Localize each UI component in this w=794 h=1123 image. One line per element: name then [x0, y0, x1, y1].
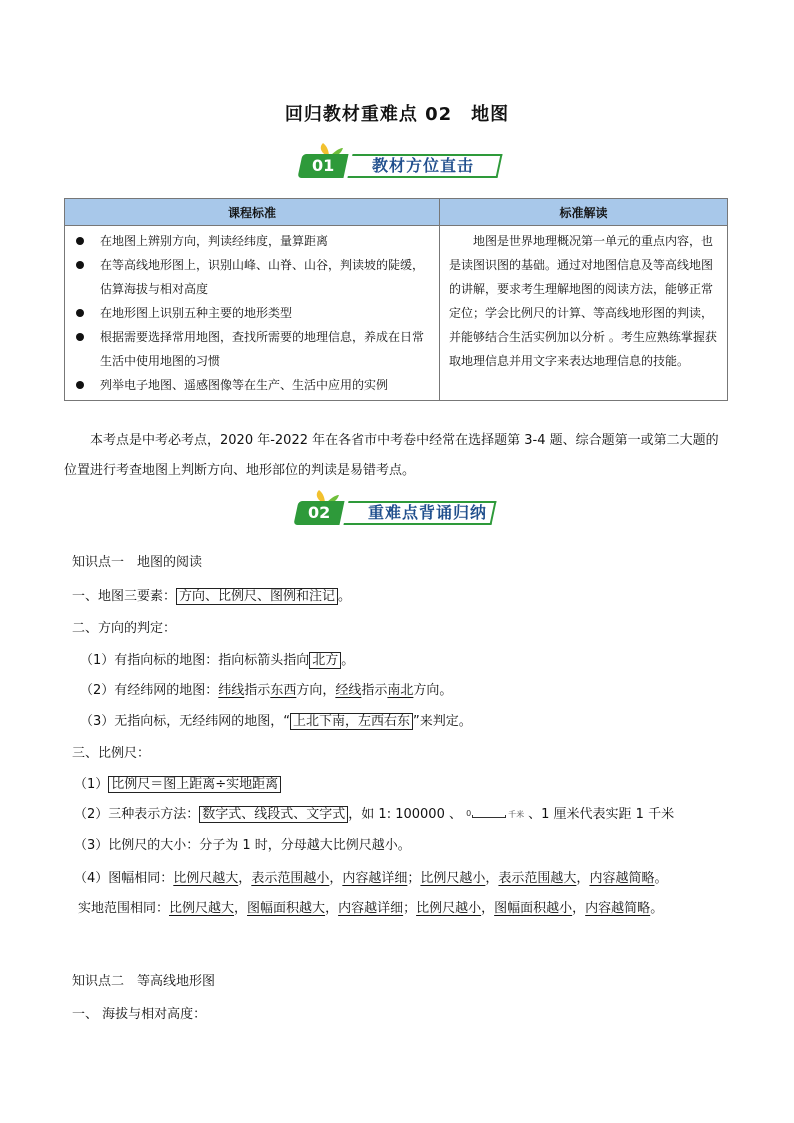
bullet-icon [76, 333, 84, 341]
table-header-interpretation: 标准解读 [440, 199, 728, 226]
direction-rule-2: （2）有经纬网的地图：纬线指示东西方向，经线指示南北方向。 [80, 683, 453, 698]
section-label: 重难点背诵归纳 [368, 503, 488, 522]
scale-rule-4: （4）图幅相同：比例尺越大，表示范围越小，内容越详细；比例尺越小，表示范围越大，内容越简略。 [74, 871, 668, 886]
kp2-heading: 知识点二 等高线地形图 [72, 974, 216, 989]
table-header-standards: 课程标准 [65, 199, 440, 226]
scale-rule-1: （1） 比例尺＝图上距离÷实地距离 [74, 775, 281, 795]
list-item: 列举电子地图、遥感图像等在生产、生活中应用的实例 [74, 373, 432, 397]
scale-rule-5: 实地范围相同：比例尺越大，图幅面积越大，内容越详细；比例尺越小，图幅面积越小，内容越简略。 [78, 901, 664, 916]
section-number-badge: 01 [297, 154, 348, 178]
map-elements-line: 一、地图三要素： 方向、比例尺、图例和注记 。 [72, 589, 352, 604]
section-banner-1 [300, 146, 510, 180]
bullet-icon [76, 381, 84, 389]
bullet-icon [76, 237, 84, 245]
direction-rule-3: （3）无指向标，无经纬网的地图，“ 上北下南，左西右东 ”来判定。 [80, 714, 472, 729]
list-item: 根据需要选择常用地图，查找所需要的地理信息，养成在日常生活中使用地图的习惯 [74, 325, 432, 373]
north-answer: 北方 [309, 652, 341, 669]
list-item: 在等高线地形图上，识别山峰、山脊、山谷，判读坡的陡缓，估算海拔与相对高度 [74, 253, 432, 301]
scale-formula-answer: 比例尺＝图上距离÷实地距离 [108, 776, 281, 793]
map-elements-answer: 方向、比例尺、图例和注记 [176, 588, 338, 605]
section-number-badge: 02 [293, 501, 344, 525]
curriculum-standards-table [64, 198, 728, 401]
standards-cell [65, 226, 440, 401]
bullet-icon [76, 309, 84, 317]
intro-paragraph: 本考点是中考必考点，2020 年-2022 年在各省市中考卷中经常在选择题第 3-4 题、综合题第一或第二大题的位置进行考查地图上判断方向、地形部位的判读是易错考点。 [64, 433, 719, 478]
section-banner-2 [296, 493, 516, 527]
section-label: 教材方位直击 [372, 156, 475, 175]
document-title: 回归教材重难点 02 地图 [284, 104, 510, 125]
direction-rule-1: （1）有指向标的地图：指向标箭头指向 北方 。 [80, 653, 355, 668]
direction-mnemonic-answer: 上北下南，左西右东 [290, 713, 413, 730]
scale-rule-2: （2）三种表示方法： 数字式、线段式、文字式 ，如 1: 100000 、 0 千米 、1 厘米代表实距 1 千米 [74, 807, 675, 822]
standards-list [66, 227, 438, 399]
list-item: 在地形图上识别五种主要的地形类型 [74, 301, 432, 325]
line-scale-icon: 0 千米 [466, 808, 525, 819]
direction-heading: 二、方向的判定： [72, 621, 177, 636]
list-item: 在地图上辨别方向，判读经纬度，量算距离 [74, 229, 432, 253]
kp2-item-1: 一、 海拔与相对高度： [72, 1007, 207, 1022]
bullet-icon [76, 261, 84, 269]
scale-rule-3: （3）比例尺的大小：分子为 1 时，分母越大比例尺越小。 [74, 838, 411, 853]
interpretation-cell [440, 226, 728, 401]
interpretation-text: 地图是世界地理概况第一单元的重点内容，也是读图识图的基础。通过对地图信息及等高线地图的讲解，要求考生理解地图的阅读方法，能够正常定位；学会比例尺的计算、等高线地形图的判读，并能够结合生活实例加以分析 。考生应熟练掌握获取地理信息并用文字来表达地理信息的技能。 [449, 234, 717, 368]
kp1-heading: 知识点一 地图的阅读 [72, 555, 203, 570]
scale-heading: 三、比例尺： [72, 746, 151, 761]
scale-forms-answer: 数字式、线段式、文字式 [199, 806, 348, 823]
